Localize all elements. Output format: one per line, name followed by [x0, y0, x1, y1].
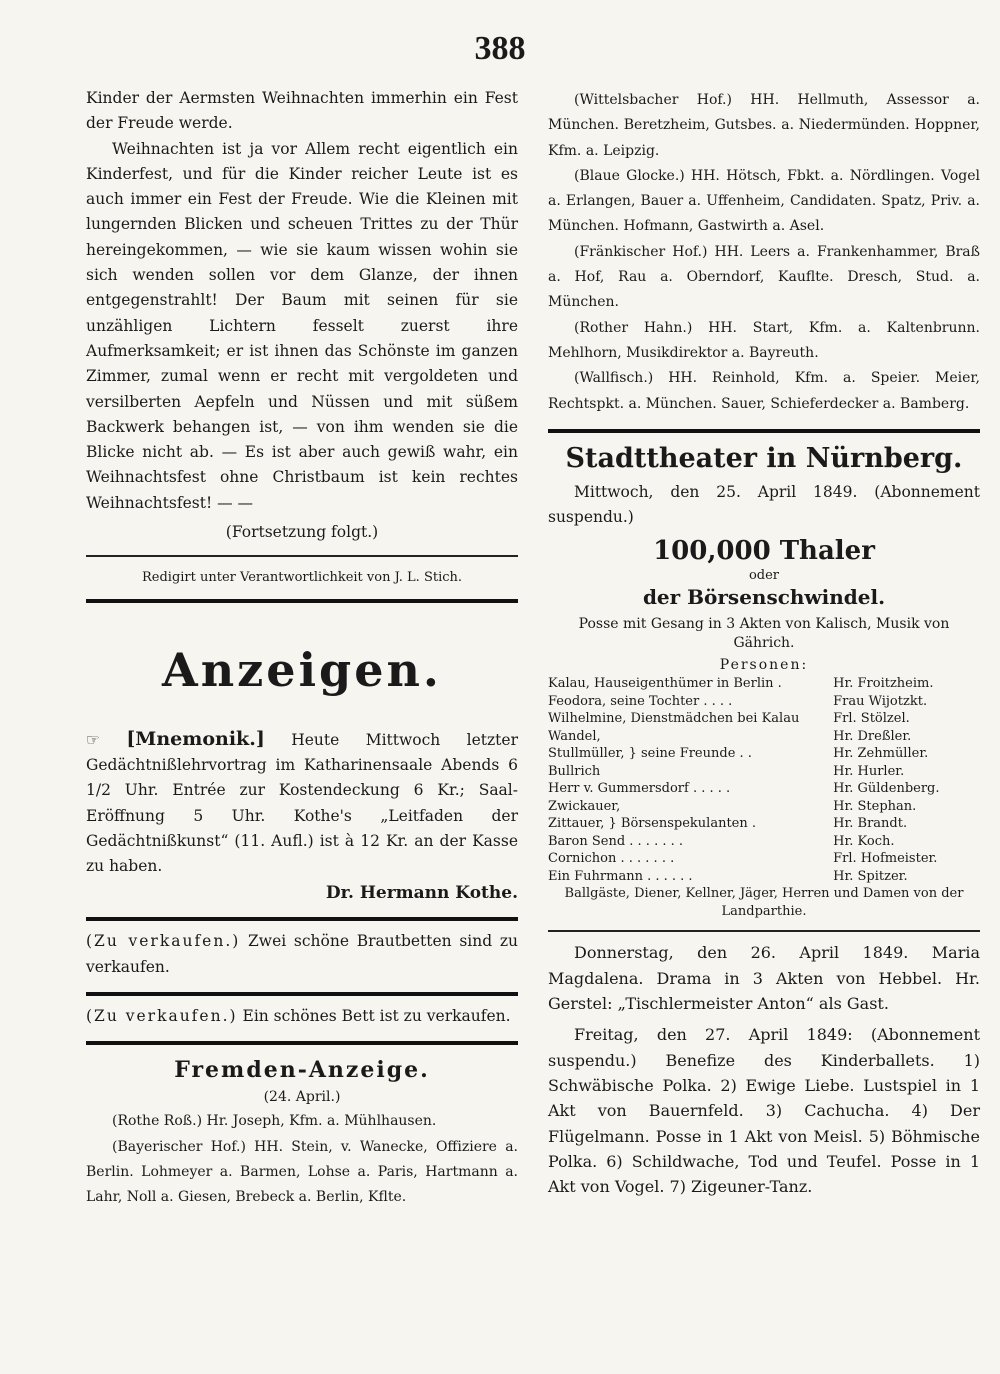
cast-role: Kalau, Hauseigenthümer in Berlin . [548, 676, 782, 692]
divider [86, 1041, 518, 1045]
cast-row [548, 868, 980, 886]
fremden-entry: (Bayerischer Hof.) HH. Stein, v. Wanecke, Offiziere a. Berlin. Lohmeyer a. Barmen, Lohse a. Paris, Hartmann a. Lahr, Noll a. Giesen, Brebeck a. Berlin, Kflte. [86, 1138, 518, 1206]
cast-table [548, 675, 980, 885]
sale-ad [86, 1004, 518, 1029]
editor-line: Redigirt unter Verantwortlichkeit von J. L. Stich. [141, 570, 463, 586]
cast-row [548, 710, 980, 728]
cast-row [548, 815, 980, 833]
cast-row [548, 745, 980, 763]
cast-actor: Frl. Stölzel. [833, 711, 910, 727]
cast-row [548, 798, 980, 816]
play-description: Posse mit Gesang in 3 Akten von Kalisch, Musik von Gährich. [578, 616, 950, 652]
cast-actor: Frl. Hofmeister. [833, 851, 938, 867]
right-column [548, 88, 980, 1199]
cast-role: Zittauer, } Börsenspekulanten . [548, 816, 757, 832]
cast-role: Bullrich [548, 763, 601, 779]
left-column [86, 86, 518, 1211]
mnemonik-signature: Dr. Hermann Kothe. [325, 883, 518, 904]
cast-row [548, 833, 980, 851]
cast-role: Herr v. Gummersdorf . . . . . [548, 781, 731, 797]
cast-actor: Hr. Zehmüller. [833, 746, 929, 762]
mnemonik-text: Heute Mittwoch letzter Gedächtnißlehrvortrag im Katharinensaale Abends 6 1/2 Uhr. Entrée zur Kostendeckung 6 Kr.; Saal-Eröffnung 5 Uhr. Kothe's „Leitfaden der Gedächtnißkunst“ (11. Aufl.) ist à 12 Kr. an der Kasse zu haben. [86, 730, 518, 876]
divider [86, 555, 518, 557]
continued-note: (Fortsetzung folgt.) [225, 523, 379, 542]
wednesday-line: Mittwoch, den 25. April 1849. (Abonnement suspendu.) [548, 482, 980, 527]
divider [86, 992, 518, 996]
cast-row [548, 850, 980, 868]
cast-role: Cornichon . . . . . . . [548, 851, 675, 867]
divider [86, 599, 518, 603]
cast-actor: Hr. Stephan. [833, 798, 917, 814]
thursday-program: Donnerstag, den 26. April 1849. Maria Magdalena. Drama in 3 Akten von Hebbel. Hr. Gerstel: „Tischlermeister Anton“ als Gast. [548, 943, 980, 1014]
cast-row [548, 675, 980, 693]
fremden-entry: (Wallfisch.) HH. Reinhold, Kfm. a. Speier. Meier, Rechtspkt. a. München. Sauer, Schieferdecker a. Bamberg. [548, 370, 980, 412]
fremden-entry: (Blaue Glocke.) HH. Hötsch, Fbkt. a. Nördlingen. Vogel a. Erlangen, Bauer a. Uffenheim, Candidaten. Spatz, Priv. a. München. Hofmann, Gastwirth a. Asel. [548, 167, 980, 235]
sale-label: (Zu verkaufen.) [86, 932, 241, 951]
divider [86, 917, 518, 921]
fremden-entry: (Wittelsbacher Hof.) HH. Hellmuth, Assessor a. München. Beretzheim, Gutsbes. a. Niedermünden. Hoppner, Kfm. a. Leipzig. [548, 92, 980, 159]
cast-actor: Hr. Hurler. [833, 763, 905, 779]
fremden-entry: (Fränkischer Hof.) HH. Leers a. Frankenhammer, Braß a. Hof, Rau a. Oberndorf, Kaufltе. Dresch, Stud. a. München. [548, 243, 980, 311]
play-subtitle: der Börsenschwindel. [642, 585, 886, 610]
theater-heading: Stadttheater in Nürnberg. [565, 442, 963, 474]
article-paragraph: Kinder der Aermsten Weihnachten immerhin ein Fest der Freude werde. [86, 89, 518, 133]
page-number: 388 [474, 30, 526, 67]
cast-row [548, 763, 980, 781]
fremden-entry: (Rother Hahn.) HH. Start, Kfm. a. Kaltenbrunn. Mehlhorn, Musikdirektor a. Bayreuth. [548, 319, 980, 361]
cast-actor: Hr. Koch. [833, 833, 895, 849]
cast-row [548, 693, 980, 711]
cast-role: Zwickauer, [548, 798, 621, 814]
mnemonik-ad [86, 727, 518, 880]
fremden-date: (24. April.) [263, 1089, 341, 1106]
divider [548, 930, 980, 932]
cast-role: Wandel, [548, 728, 601, 744]
pointing-hand-icon: ☞ [86, 730, 100, 749]
fremden-heading: Fremden-Anzeige. [174, 1057, 430, 1084]
mnemonik-title: [Mnemonik.] [126, 727, 265, 750]
ads-heading: Anzeigen. [162, 642, 442, 697]
cast-actor: Frau Wijotzkt. [833, 693, 928, 709]
cast-role: Feodora, seine Tochter . . . . [548, 693, 733, 709]
cast-role: Stullmüller, } seine Freunde . . [548, 746, 752, 762]
cast-actor: Hr. Froitzheim. [833, 676, 934, 692]
cast-role: Baron Send . . . . . . . [548, 833, 683, 849]
fremden-entry: (Rothe Roß.) Hr. Joseph, Kfm. a. Mühlhausen. [112, 1113, 437, 1130]
friday-program: Freitag, den 27. April 1849: (Abonnement suspendu.) Benefize des Kinderballets. 1) Schwäbische Polka. 2) Ewige Liebe. Lustspiel in 1 Akt von Bauernfeld. 3) Cachucha. 4) Der Flügelmann. Posse in 1 Akt von Meisl. 5) Böhmische Polka. 6) Schildwache, Tod und Teufel. Posse in 1 Akt von Vogel. 7) Zigeuner-Tanz. [548, 1025, 980, 1197]
cast-actor: Hr. Güldenberg. [833, 781, 940, 797]
play-title: 100,000 Thaler [653, 536, 875, 567]
play-oder: oder [748, 568, 780, 584]
cast-actor: Hr. Dreßler. [833, 728, 912, 744]
sale-label: (Zu verkaufen.) [86, 1007, 238, 1026]
sale-text: Ein schönes Bett ist zu verkaufen. [242, 1007, 511, 1026]
cast-row [548, 780, 980, 798]
divider [548, 429, 980, 433]
cast-actor: Hr. Spitzer. [833, 868, 908, 884]
article-paragraph: Weihnachten ist ja vor Allem recht eigentlich ein Kinderfest, und für die Kinder reicher Leute ist es auch immer ein Fest der Freude. Wie die Kleinen mit lungernden Blicken und scheuen Trittes zu der Thür hereingekommen, — wie sie kaum wissen wohin sie sich wenden sollen vor dem Glanze, der ihnen entgegenstrahlt! Der Baum mit seinen für sie unzähligen Lichtern fesselt zuerst ihre Aufmerksamkeit; er ist ihnen das Schönste im ganzen Zimmer, zumal wenn er recht mit vergoldeten und versilberten Aepfeln und Nüssen und mit süßem Backwerk behangen ist, — von ihm wenden sie die Blicke nicht ab. — Es ist aber auch gewiß wahr, ein Weihnachtsfest ohne Christbaum ist kein rechtes Weihnachtsfest! — — [86, 139, 518, 512]
cast-role: Wilhelmine, Dienstmädchen bei Kalau [548, 711, 800, 727]
personen-heading: Personen: [719, 657, 809, 674]
cast-actor: Hr. Brandt. [833, 816, 908, 832]
cast-row [548, 728, 980, 746]
cast-footer: Ballgäste, Diener, Kellner, Jäger, Herren und Damen von der Landparthie. [564, 886, 964, 919]
cast-role: Ein Fuhrmann . . . . . . [548, 868, 693, 884]
sale-text: Zwei schöne Brautbetten sind zu verkaufen. [86, 932, 518, 976]
sale-ad [86, 929, 518, 980]
